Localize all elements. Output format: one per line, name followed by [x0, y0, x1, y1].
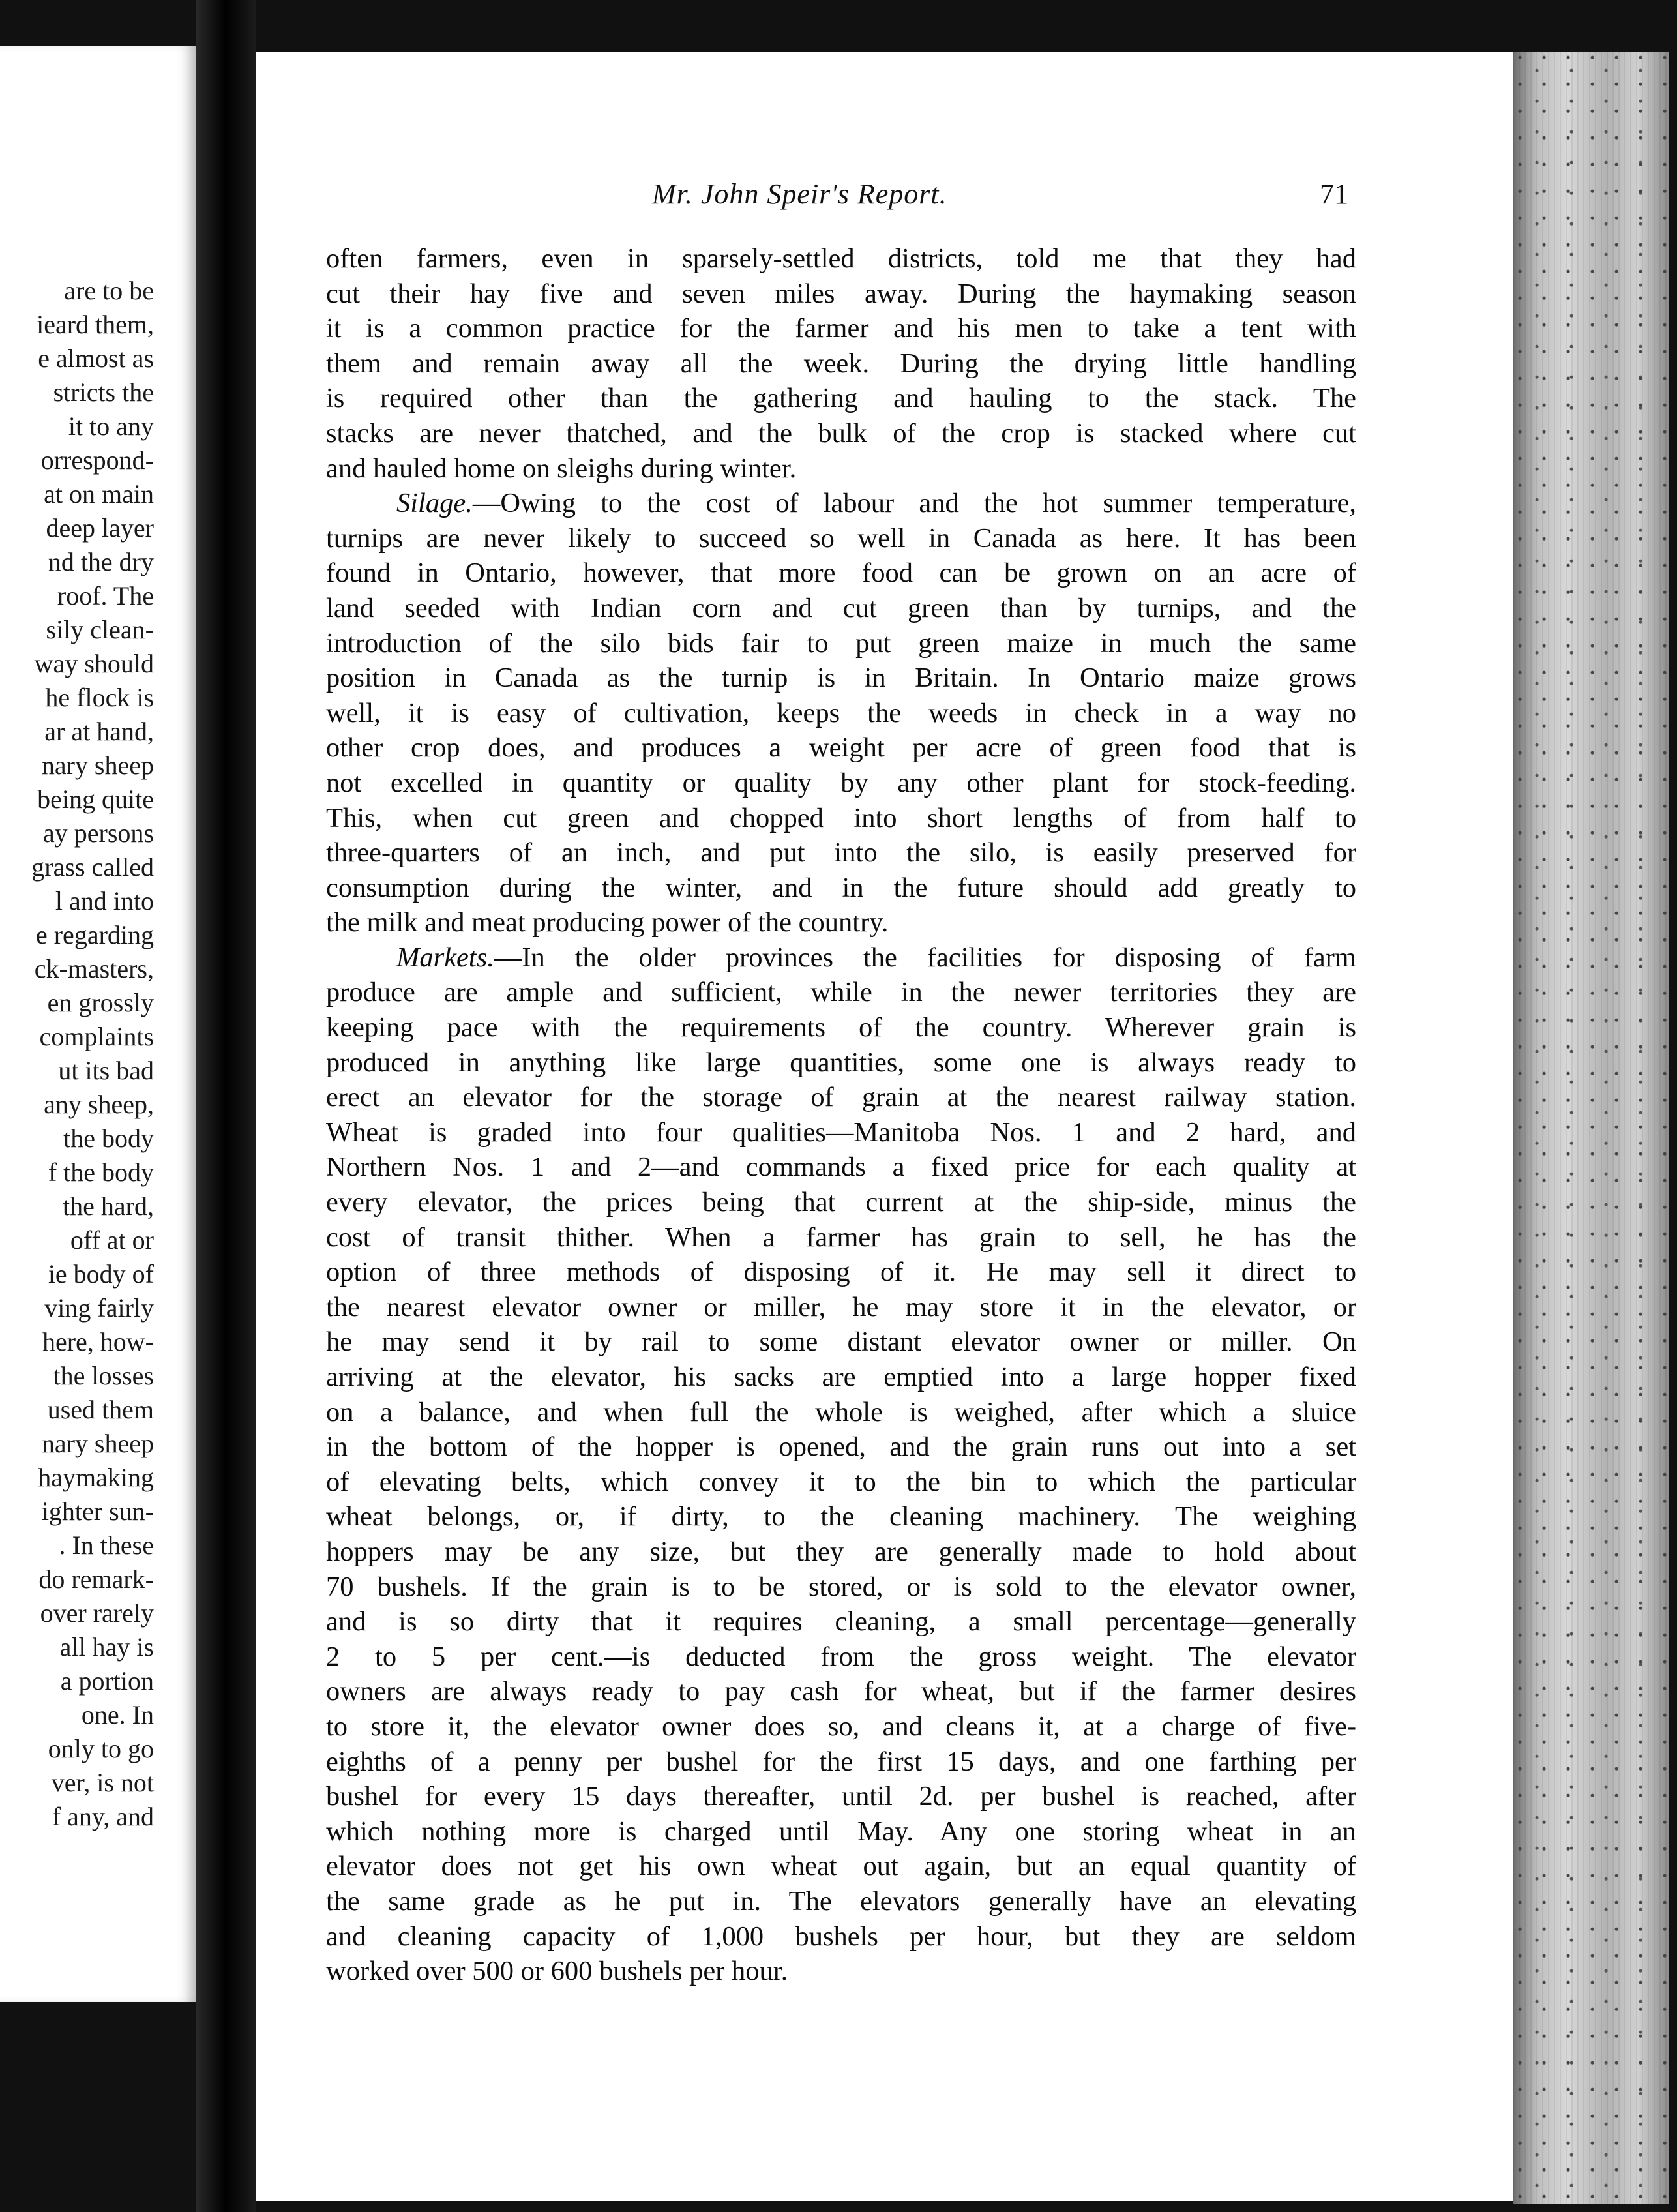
text-line — [326, 626, 1356, 661]
text-line — [326, 486, 1356, 521]
left-line: any sheep, — [44, 1090, 154, 1119]
left-line: way should — [34, 649, 154, 678]
text-line — [326, 730, 1356, 766]
line-text: which nothing more is charged until May. Any one storing wheat in an — [326, 1816, 1356, 1847]
left-line: ar at hand, — [44, 717, 154, 746]
text-line — [326, 661, 1356, 696]
text-line — [326, 1255, 1356, 1290]
line-text: them and remain away all the week. During the drying little handling — [326, 348, 1356, 379]
text-line — [326, 905, 1356, 940]
left-line: ighter sun- — [41, 1497, 154, 1526]
text-line — [326, 346, 1356, 381]
line-text: Wheat is graded into four qualities—Manitoba Nos. 1 and 2 hard, and — [326, 1116, 1356, 1148]
left-line: ut its bad — [58, 1056, 154, 1085]
text-line — [326, 1814, 1356, 1849]
left-line: off at or — [70, 1225, 154, 1255]
line-text: is required other than the gathering and hauling to the stack. The — [326, 383, 1356, 414]
text-line — [326, 311, 1356, 346]
left-line: one. In — [81, 1700, 154, 1729]
text-line — [326, 1010, 1356, 1045]
text-line — [326, 1639, 1356, 1675]
page-edge — [1513, 52, 1669, 2204]
text-line — [326, 1674, 1356, 1709]
line-text: and cleaning capacity of 1,000 bushels per hour, but they are seldom — [326, 1921, 1356, 1952]
text-line — [326, 1709, 1356, 1744]
left-line: sily clean- — [46, 615, 154, 644]
text-line — [326, 521, 1356, 556]
left-line: ck-masters, — [34, 954, 154, 983]
text-line — [326, 696, 1356, 731]
line-text: introduction of the silo bids fair to put green maize in much the same — [326, 627, 1356, 659]
line-text: wheat belongs, or, if dirty, to the cleaning machinery. The weighing — [326, 1501, 1356, 1532]
text-line — [326, 766, 1356, 801]
text-line — [326, 1185, 1356, 1220]
left-line: all hay is — [59, 1632, 154, 1662]
left-line: the hard, — [63, 1191, 154, 1221]
line-text: elevator does not get his own wheat out again, but an equal quantity of — [326, 1851, 1356, 1882]
line-text: turnips are never likely to succeed so well in Canada as here. It has been — [326, 522, 1356, 554]
text-line — [326, 381, 1356, 416]
body-text — [326, 241, 1356, 1989]
line-text: often farmers, even in sparsely-settled districts, told me that they had — [326, 243, 1356, 274]
line-text: —Owing to the cost of labour and the hot summer temperature, — [472, 488, 1356, 519]
left-line: grass called — [31, 852, 154, 882]
text-line — [326, 591, 1356, 626]
text-line — [326, 1954, 1356, 1989]
text-line — [326, 1919, 1356, 1954]
left-line: here, how- — [42, 1327, 154, 1356]
text-line — [326, 1360, 1356, 1395]
line-text: eighths of a penny per bushel for the first 15 days, and one farthing per — [326, 1746, 1356, 1777]
left-line: ie body of — [48, 1259, 154, 1289]
line-text: erect an elevator for the storage of grain at the nearest railway station. — [326, 1082, 1356, 1113]
line-text: owners are always ready to pay cash for wheat, but if the farmer desires — [326, 1676, 1356, 1707]
line-text: consumption during the winter, and in the future should add greatly to — [326, 872, 1356, 903]
text-line — [326, 1534, 1356, 1570]
left-line: he flock is — [45, 683, 154, 712]
left-line: used them — [47, 1395, 154, 1424]
text-line — [326, 416, 1356, 451]
text-line — [326, 1744, 1356, 1780]
text-line — [326, 1115, 1356, 1150]
left-page-fragment — [0, 46, 196, 2002]
line-text: other crop does, and produces a weight per acre of green food that is — [326, 732, 1356, 764]
text-line — [326, 1220, 1356, 1255]
text-line — [326, 1499, 1356, 1534]
line-text: produce are ample and sufficient, while in the newer territories they are — [326, 977, 1356, 1008]
line-text: the milk and meat producing power of the country. — [326, 907, 889, 938]
left-line: the body — [63, 1124, 154, 1153]
left-line: f any, and — [52, 1802, 154, 1831]
left-line: complaints — [39, 1022, 154, 1051]
left-line: deep layer — [46, 513, 154, 543]
line-text: on a balance, and when full the whole is weighed, after which a sluice — [326, 1396, 1356, 1427]
line-text: cost of transit thither. When a farmer has grain to sell, he has the — [326, 1221, 1356, 1253]
left-line: f the body — [48, 1158, 154, 1187]
line-text: he may send it by rail to some distant elevator owner or miller. On — [326, 1326, 1356, 1358]
line-text: —In the older provinces the facilities for disposing of farm — [494, 942, 1356, 973]
text-line — [326, 1570, 1356, 1605]
line-text: it is a common practice for the farmer and his men to take a tent with — [326, 313, 1356, 344]
text-line — [326, 1290, 1356, 1325]
left-line: are to be — [64, 276, 154, 305]
text-line — [326, 1779, 1356, 1814]
left-line: orrespond- — [40, 445, 154, 475]
left-line: nary sheep — [41, 751, 154, 780]
line-text: not excelled in quantity or quality by any other plant for stock-feeding. — [326, 767, 1356, 798]
left-line: e almost as — [38, 344, 154, 373]
left-line: over rarely — [40, 1598, 154, 1628]
text-line — [326, 1324, 1356, 1360]
paragraph-heading: Silage. — [396, 488, 473, 519]
left-line: nd the dry — [48, 547, 154, 576]
line-text: hoppers may be any size, but they are generally made to hold about — [326, 1536, 1356, 1567]
line-text: position in Canada as the turnip is in Britain. In Ontario maize grows — [326, 663, 1356, 694]
line-text: the nearest elevator owner or miller, he may store it in the elevator, or — [326, 1291, 1356, 1323]
left-line: ieard them, — [37, 310, 154, 339]
line-text: arriving at the elevator, his sacks are emptied into a large hopper fixed — [326, 1362, 1356, 1392]
line-text: stacks are never thatched, and the bulk of the crop is stacked where cut — [326, 417, 1356, 449]
left-line: being quite — [37, 785, 154, 814]
left-page-text — [0, 274, 154, 1834]
text-line — [326, 871, 1356, 906]
text-line — [326, 1465, 1356, 1500]
line-text: in the bottom of the hopper is opened, and the grain runs out into a set — [326, 1431, 1356, 1463]
left-line: l and into — [55, 886, 154, 916]
left-line: nary sheep — [41, 1429, 154, 1458]
paragraph-heading: Markets. — [396, 942, 494, 973]
line-text: three-quarters of an inch, and put into the silo, is easily preserved for — [326, 837, 1356, 869]
line-text: bushel for every 15 days thereafter, until 2d. per bushel is reached, after — [326, 1781, 1356, 1812]
line-text: well, it is easy of cultivation, keeps the weeds in check in a way no — [326, 697, 1356, 728]
text-line — [326, 835, 1356, 871]
line-text: cut their hay five and seven miles away. During the haymaking season — [326, 278, 1356, 309]
line-text: to store it, the elevator owner does so, and cleans it, at a charge of five- — [326, 1711, 1356, 1742]
line-text: found in Ontario, however, that more food can be grown on an acre of — [326, 558, 1356, 589]
line-text: produced in anything like large quantities, some one is always ready to — [326, 1047, 1356, 1078]
text-line — [326, 975, 1356, 1010]
left-line: e regarding — [35, 920, 154, 949]
line-text: option of three methods of disposing of it. He may sell it direct to — [326, 1257, 1356, 1288]
text-line — [326, 1150, 1356, 1185]
line-text: worked over 500 or 600 bushels per hour. — [326, 1956, 788, 1987]
left-line: roof. The — [57, 581, 154, 610]
page-header — [652, 177, 1348, 223]
left-line: stricts the — [53, 378, 154, 407]
left-line: ay persons — [43, 818, 154, 848]
left-line: do remark- — [38, 1564, 154, 1594]
line-text: 2 to 5 per cent.—is deducted from the gross weight. The elevator — [326, 1641, 1356, 1672]
left-line: . In these — [59, 1531, 154, 1560]
line-text: land seeded with Indian corn and cut green than by turnips, and the — [326, 592, 1356, 623]
line-text: the same grade as he put in. The elevators generally have an elevating — [326, 1885, 1356, 1917]
line-text: keeping pace with the requirements of the country. Wherever grain is — [326, 1012, 1356, 1043]
left-line: en grossly — [47, 988, 154, 1017]
left-line: at on main — [44, 479, 154, 509]
text-line — [326, 1080, 1356, 1115]
line-text: every elevator, the prices being that current at the ship-side, minus the — [326, 1187, 1356, 1218]
line-text: and is so dirty that it requires cleaning, a small percentage—generally — [326, 1606, 1356, 1637]
text-line — [326, 801, 1356, 836]
line-text: This, when cut green and chopped into short lengths of from half to — [326, 802, 1356, 833]
book-gutter — [196, 0, 256, 2212]
text-line — [326, 1884, 1356, 1919]
text-line — [326, 940, 1356, 976]
line-text: 70 bushels. If the grain is to be stored, or is sold to the elevator owner, — [326, 1571, 1356, 1602]
line-text: Northern Nos. 1 and 2—and commands a fixed price for each quality at — [326, 1152, 1356, 1183]
left-line: the losses — [53, 1361, 154, 1390]
text-line — [326, 1849, 1356, 1884]
running-head: Mr. John Speir's Report. — [652, 178, 947, 210]
text-line — [326, 1045, 1356, 1081]
left-line: haymaking — [38, 1463, 154, 1492]
page-number: 71 — [1320, 178, 1348, 210]
text-line — [326, 556, 1356, 591]
left-line: only to go — [48, 1734, 154, 1763]
text-line — [326, 241, 1356, 276]
left-line: ving fairly — [44, 1293, 154, 1323]
line-text: of elevating belts, which convey it to the bin to which the particular — [326, 1466, 1356, 1497]
text-line — [326, 1429, 1356, 1465]
left-line: it to any — [68, 411, 154, 441]
text-line — [326, 276, 1356, 312]
left-line: ver, is not — [51, 1768, 154, 1797]
line-text: and hauled home on sleighs during winter. — [326, 453, 797, 484]
text-line — [326, 1604, 1356, 1639]
text-line — [326, 451, 1356, 486]
text-line — [326, 1395, 1356, 1430]
left-line: a portion — [60, 1666, 154, 1696]
